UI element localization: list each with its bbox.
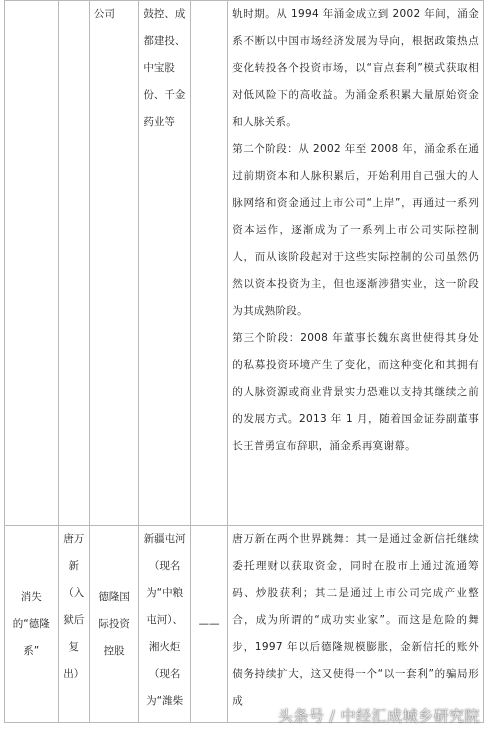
cell-person [58, 1, 89, 526]
cell-category [5, 1, 59, 526]
document-table [4, 0, 484, 723]
table-row [5, 1, 484, 526]
cell-listed-companies: 鼓控、成都建投、中宝股份、千金药业等 [139, 1, 191, 526]
watermark: 头条号 / 中经汇成城乡研究院 [277, 707, 480, 725]
cell-description [228, 1, 484, 526]
cell-category: 消失的“德隆系” [5, 526, 59, 723]
cell-description [228, 526, 484, 723]
cell-blank [190, 1, 227, 526]
table-row [5, 526, 484, 723]
cell-company: 德隆国际投资控股 [89, 526, 139, 723]
description-paragraph: 唐万新在两个世界跳舞：其一是通过金新信托继续委托理财以获取资金，同时在股市上通过流通筹码、炒股获利；其二是通过上市公司完成产业整合，成为所谓的“成功实业家”。而这是危险的舞步，1997 年以后德隆规模膨胀，金新信托的账外债务持续扩大，这又使得一个“以一套利”的骗局形成 [232, 533, 479, 707]
description-paragraph: 第三个阶段：2008 年董事长魏东离世使得其身处的私募投资环境产生了变化，而这种变化和其拥有的人脉资源或商业背景实力恐难以支持其继续之前的发展方式。2013 年 1 月，随着国金证券副董事长王普勇宣布辞职，涌金系再寞谢幕。 [232, 332, 479, 452]
cell-dash: —— [190, 526, 227, 723]
cell-company: 公司 [89, 1, 139, 526]
cell-person: 唐万新（入狱后复出） [58, 526, 89, 723]
description-paragraph: 第二个阶段：从 2002 年至 2008 年，涌金系在通过前期资本和人脉积累后，开始利用自己强大的人脉网络和资金通过上市公司“上岸”，再通过一系列资本运作，逐渐成为了一系列上市公司实际控制人，而从该阶段起对于这些实际控制的公司虽然仍然以资本投资为主，但也逐渐涉猎实业，这一阶段为其成熟阶段。 [232, 143, 479, 317]
cell-listed-companies: 新疆屯河（现名为“中粮屯河）、湘火炬（现名为“潍柴 [139, 526, 191, 723]
description-paragraph: 轨时期。从 1994 年涌金成立到 2002 年间，涌金系不断以中国市场经济发展为导向，根据政策热点变化转投各个投资市场，以“盲点套利”模式获取相对低风险下的高收益。为涌金系积累大量原始资金和人脉关系。 [232, 8, 479, 128]
